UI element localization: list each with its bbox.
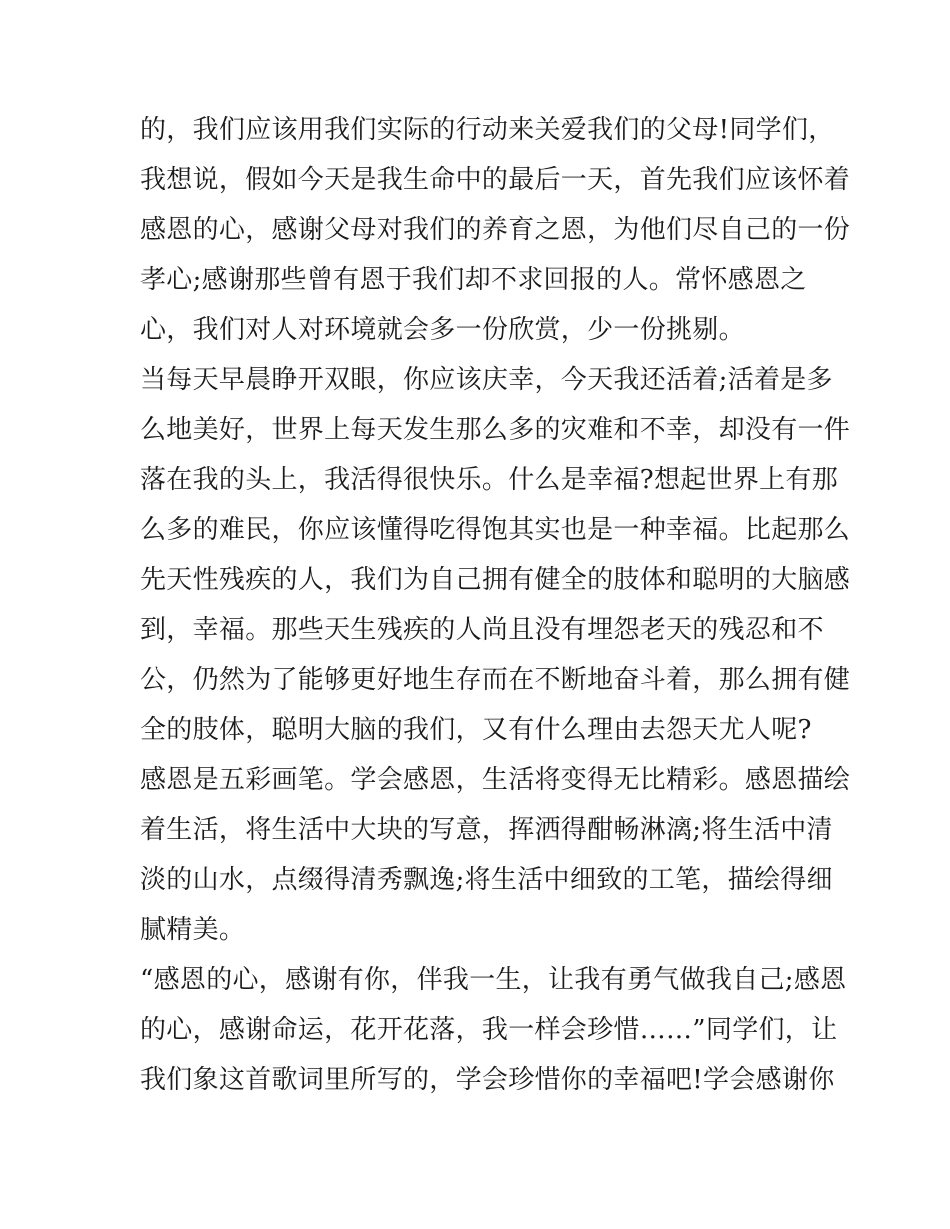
text-line: 全的肢体，聪明大脑的我们，又有什么理由去怨天尤人呢?	[140, 715, 812, 745]
text-line: 我想说，假如今天是我生命中的最后一天，首先我们应该怀着	[140, 165, 851, 195]
text-line: 的，我们应该用我们实际的行动来关爱我们的父母!同学们，	[140, 115, 835, 145]
text-line: 的心，感谢命运，花开花落，我一样会珍惜……”同学们，让	[140, 1015, 838, 1045]
text-line: 着生活，将生活中大块的写意，挥洒得酣畅淋漓;将生活中清	[140, 815, 833, 845]
text-line: 腻精美。	[140, 915, 246, 945]
text-line: 么地美好，世界上每天发生那么多的灾难和不幸，却没有一件	[140, 415, 851, 445]
text-line: 先天性残疾的人，我们为自己拥有健全的肢体和聪明的大脑感	[140, 565, 851, 595]
text-line: 么多的难民，你应该懂得吃得饱其实也是一种幸福。比起那么	[140, 515, 851, 545]
text-line: 感恩是五彩画笔。学会感恩，生活将变得无比精彩。感恩描绘	[140, 765, 851, 795]
text-line: 感恩的心，感谢父母对我们的养育之恩，为他们尽自己的一份	[140, 215, 851, 245]
text-line: 公，仍然为了能够更好地生存而在不断地奋斗着，那么拥有健	[140, 665, 851, 695]
text-line: 我们象这首歌词里所写的，学会珍惜你的幸福吧!学会感谢你	[140, 1065, 835, 1095]
text-line: 心，我们对人对环境就会多一份欣赏，少一份挑剔。	[140, 315, 745, 345]
text-line: 淡的山水，点缀得清秀飘逸;将生活中细致的工笔，描绘得细	[140, 865, 833, 895]
text-line: 到，幸福。那些天生残疾的人尚且没有埋怨老天的残忍和不	[140, 615, 824, 645]
text-line: 落在我的头上，我活得很快乐。什么是幸福?想起世界上有那	[140, 465, 839, 495]
text-line: 孝心;感谢那些曾有恩于我们却不求回报的人。常怀感恩之	[140, 265, 807, 295]
text-line: “感恩的心，感谢有你，伴我一生，让我有勇气做我自己;感恩	[140, 965, 847, 995]
text-line: 当每天早晨睁开双眼，你应该庆幸，今天我还活着;活着是多	[140, 365, 833, 395]
